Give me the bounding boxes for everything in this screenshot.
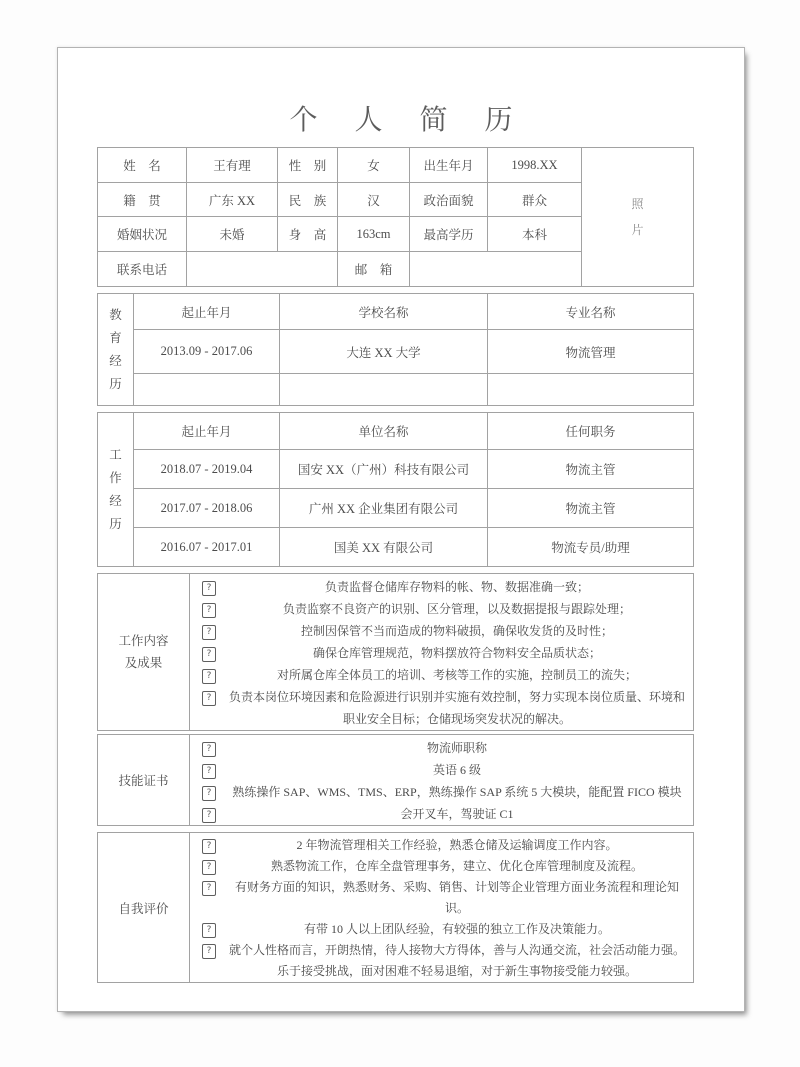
skill-item-text: 会开叉车，驾驶证 C1: [400, 807, 514, 821]
question-box-icon: ?: [202, 603, 216, 618]
self-eval-item: [202, 919, 689, 940]
duty-item-text: 确保仓库管理规范，物料摆放符合物料安全品质状态；: [312, 646, 601, 660]
skill-item-text: 熟练操作 SAP、WMS、TMS、ERP，熟练操作 SAP 系统 5 大模块，能配置 FICO 模块: [232, 785, 682, 799]
page-title: 个 人 简 历: [289, 105, 528, 136]
question-box-icon: ?: [202, 786, 216, 801]
duties-table: [97, 573, 694, 731]
skill-item-text: 物流师职称: [426, 741, 487, 755]
education-period: 2013.09 - 2017.06: [134, 330, 280, 374]
question-box-icon: ?: [202, 669, 216, 684]
question-box-icon: ?: [202, 839, 216, 854]
duty-item: [202, 642, 689, 664]
photo-cell: [582, 148, 694, 287]
gender-label: 性 别: [278, 148, 338, 183]
question-box-icon: ?: [202, 625, 216, 640]
duty-item: [202, 598, 689, 620]
self-eval-item-text: 有财务方面的知识，熟悉财务、采购、销售、计划等企业管理方面业务流程和理论知识。: [234, 880, 679, 915]
work-position: 物流主管: [488, 450, 694, 489]
self-evaluation-content-cell: [190, 833, 694, 983]
email-value: [410, 252, 582, 287]
work-row: [98, 489, 694, 528]
education-row-empty: [98, 374, 694, 406]
skills-section-label: 技能证书: [118, 774, 169, 788]
self-eval-item-text: 有带 10 人以上团队经验，有较强的独立工作及决策能力。: [303, 922, 610, 936]
question-box-icon: ?: [202, 860, 216, 875]
question-box-icon: ?: [202, 764, 216, 779]
self-eval-item: [202, 835, 689, 856]
duties-list: [190, 574, 693, 730]
question-box-icon: ?: [202, 881, 216, 896]
self-eval-item-text: 熟悉物流工作，仓库全盘管理事务，建立、优化仓库管理制度及流程。: [270, 859, 643, 873]
work-header-period: 起止年月: [134, 413, 280, 450]
education-major: 物流管理: [488, 330, 694, 374]
duty-item: [202, 576, 689, 598]
skill-item: [202, 803, 689, 825]
ethnic-label: 民 族: [278, 183, 338, 217]
self-eval-item: [202, 940, 689, 982]
work-table: [97, 412, 694, 567]
question-box-icon: ?: [202, 691, 216, 706]
duties-section-label-cell: [98, 574, 190, 731]
duties-content-cell: [190, 574, 694, 731]
work-section-label-cell: [98, 413, 134, 567]
work-period: 2017.07 - 2018.06: [134, 489, 280, 528]
degree-label: 最高学历: [410, 217, 488, 252]
duties-section-label: 工作内容及成果: [118, 634, 169, 670]
height-value: 163cm: [338, 217, 410, 252]
height-label: 身 高: [278, 217, 338, 252]
marital-value: 未婚: [187, 217, 278, 252]
photo-placeholder: 照片: [631, 197, 644, 237]
work-section-label: 工作经历: [109, 447, 122, 531]
question-box-icon: ?: [202, 944, 216, 959]
question-box-icon: ?: [202, 923, 216, 938]
political-value: 群众: [488, 183, 582, 217]
question-box-icon: ?: [202, 647, 216, 662]
self-eval-item: [202, 877, 689, 919]
work-header-position: 任何职务: [488, 413, 694, 450]
education-period-empty: [134, 374, 280, 406]
gender-value: 女: [338, 148, 410, 183]
skill-item: [202, 737, 689, 759]
resume-page: [57, 47, 745, 1012]
self-evaluation-list: [190, 833, 693, 982]
duty-item-text: 负责监察不良资产的识别、区分管理，以及数据提报与跟踪处理；: [282, 602, 631, 616]
basic-info-table: [97, 147, 694, 287]
question-box-icon: ?: [202, 808, 216, 823]
self-eval-item-text: 就个人性格而言，开朗热情，待人接物大方得体，善与人沟通交流，社会活动能力强。乐于接受挑战，面对困难不轻易退缩，对于新生事物接受能力较强。: [228, 943, 685, 978]
self-evaluation-table: [97, 832, 694, 983]
origin-value: 广东 XX: [187, 183, 278, 217]
duty-item-text: 负责本岗位环境因素和危险源进行识别并实施有效控制，努力实现本岗位质量、环境和职业安全目标；仓储现场突发状况的解决。: [228, 690, 685, 726]
marital-label: 婚姻状况: [98, 217, 187, 252]
education-header-school: 学校名称: [280, 294, 488, 330]
skill-item: [202, 781, 689, 803]
duty-item-text: 控制因保管不当而造成的物料破损，确保收发货的及时性；: [300, 624, 613, 638]
work-period: 2018.07 - 2019.04: [134, 450, 280, 489]
skill-item: [202, 759, 689, 781]
self-evaluation-section-label: 自我评价: [118, 901, 169, 916]
duty-item-text: 对所属仓库全体员工的培训、考核等工作的实施，控制员工的流失；: [276, 668, 637, 682]
duty-item: [202, 686, 689, 730]
skill-item-text: 英语 6 级: [432, 763, 481, 777]
work-period: 2016.07 - 2017.01: [134, 528, 280, 567]
education-row: [98, 330, 694, 374]
degree-value: 本科: [488, 217, 582, 252]
phone-label: 联系电话: [98, 252, 187, 287]
skills-list: [190, 735, 693, 825]
work-header-company: 单位名称: [280, 413, 488, 450]
work-row: [98, 528, 694, 567]
work-company: 广州 XX 企业集团有限公司: [280, 489, 488, 528]
work-company: 国安 XX（广州）科技有限公司: [280, 450, 488, 489]
name-value: 王有理: [187, 148, 278, 183]
duty-item: [202, 620, 689, 642]
work-position: 物流主管: [488, 489, 694, 528]
self-evaluation-section-label-cell: [98, 833, 190, 983]
education-header-major: 专业名称: [488, 294, 694, 330]
question-box-icon: ?: [202, 581, 216, 596]
work-row: [98, 450, 694, 489]
question-box-icon: ?: [202, 742, 216, 757]
education-table: [97, 293, 694, 406]
work-position: 物流专员/助理: [488, 528, 694, 567]
origin-label: 籍 贯: [98, 183, 187, 217]
skills-content-cell: [190, 735, 694, 826]
duty-item: [202, 664, 689, 686]
education-school-empty: [280, 374, 488, 406]
birth-label: 出生年月: [410, 148, 488, 183]
education-school: 大连 XX 大学: [280, 330, 488, 374]
education-section-label-cell: [98, 294, 134, 406]
self-eval-item: [202, 856, 689, 877]
ethnic-value: 汉: [338, 183, 410, 217]
political-label: 政治面貌: [410, 183, 488, 217]
duty-item-text: 负责监督仓储库存物料的帐、物、数据准确一致；: [324, 580, 589, 594]
skills-table: [97, 734, 694, 826]
birth-value: 1998.XX: [488, 148, 582, 183]
phone-value: [187, 252, 338, 287]
email-label: 邮 箱: [338, 252, 410, 287]
education-header-period: 起止年月: [134, 294, 280, 330]
self-eval-item-text: 2 年物流管理相关工作经验，熟悉仓储及运输调度工作内容。: [296, 838, 618, 852]
education-major-empty: [488, 374, 694, 406]
skills-section-label-cell: [98, 735, 190, 826]
name-label: 姓 名: [98, 148, 187, 183]
education-section-label: 教育经历: [109, 307, 122, 391]
work-company: 国美 XX 有限公司: [280, 528, 488, 567]
